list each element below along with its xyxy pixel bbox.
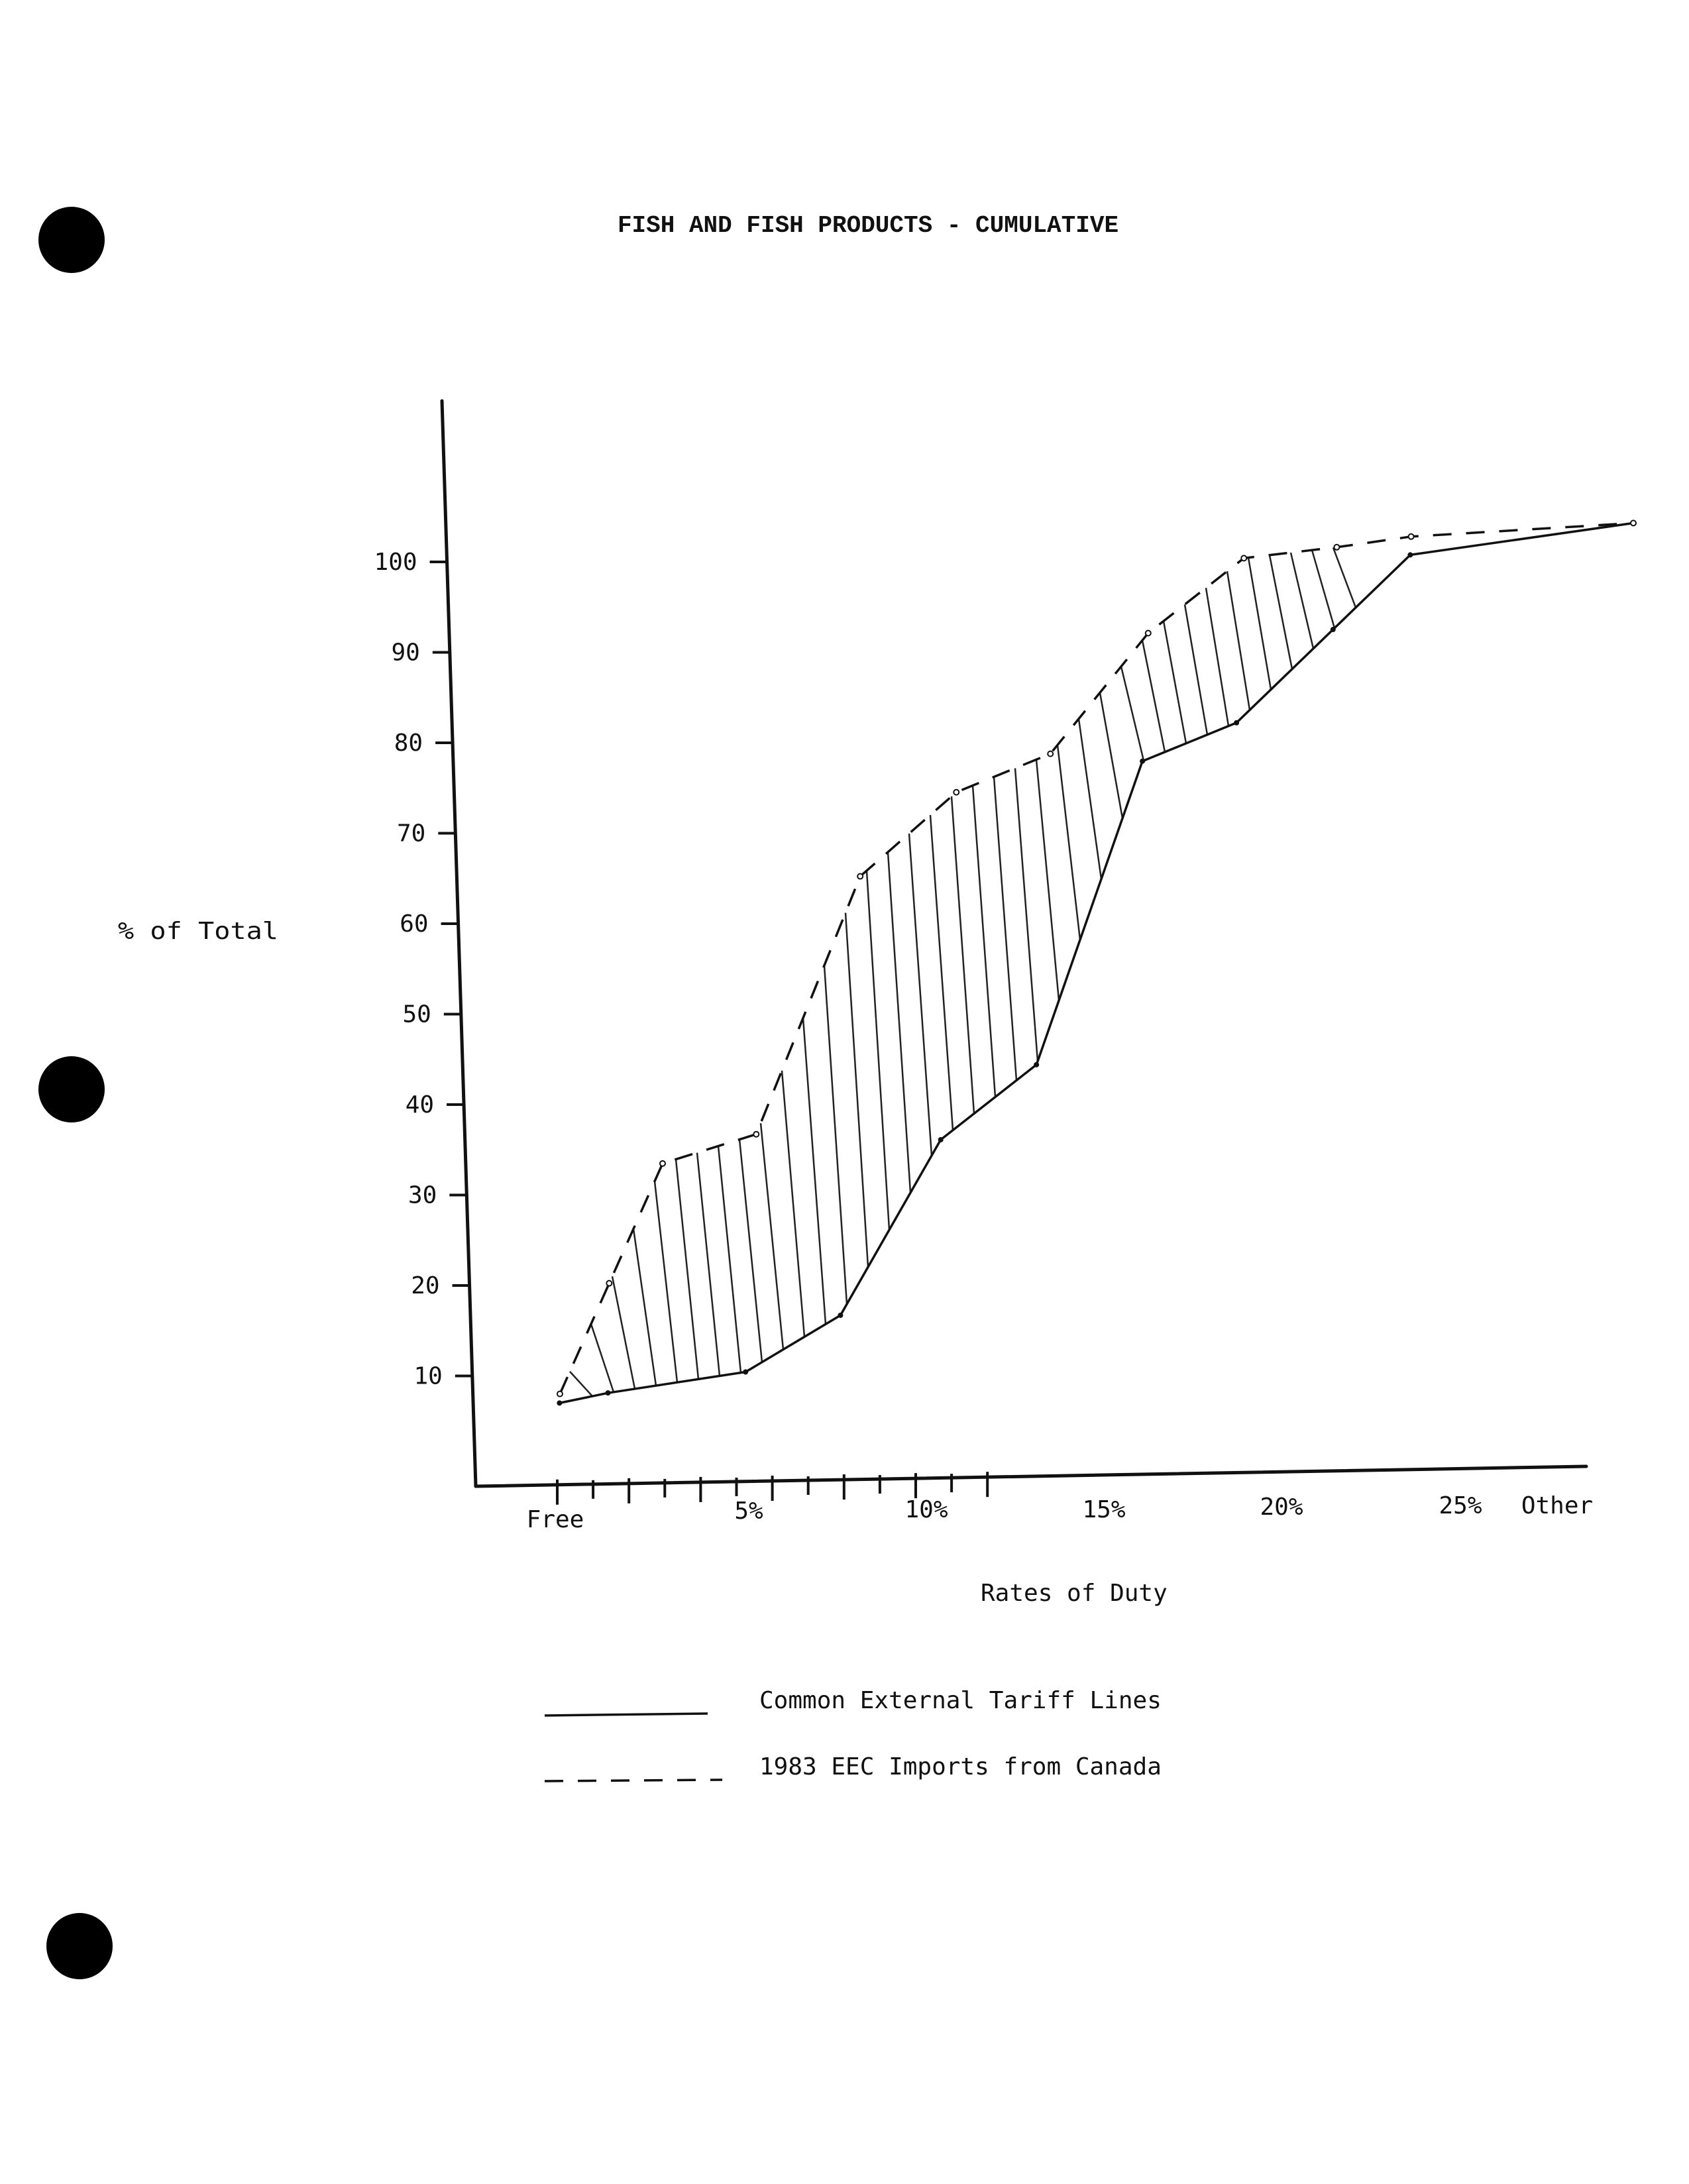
hatch-line-15: [888, 852, 910, 1193]
hatch-line-5: [676, 1160, 698, 1380]
hatch-line-0: [570, 1372, 592, 1396]
x-tick-label-5: 25%: [1439, 1492, 1482, 1519]
hatch-line-24: [1079, 719, 1101, 879]
y-tick-label-70: 70: [396, 820, 426, 847]
hatch-line-29: [1185, 604, 1207, 734]
hatch-line-20: [994, 777, 1016, 1080]
hatch-line-28: [1164, 621, 1186, 743]
series-2-point-6: [1048, 751, 1053, 757]
y-tick-label-100: 100: [374, 549, 417, 576]
y-tick-label-40: 40: [405, 1091, 435, 1119]
legend-label-solid: Common External Tariff Lines: [759, 1687, 1162, 1714]
y-axis: [442, 401, 476, 1486]
hatch-line-12: [824, 965, 847, 1304]
series-1-point-7: [1234, 721, 1238, 725]
hatch-line-30: [1206, 588, 1228, 726]
x-tick-label-6: Other: [1521, 1492, 1594, 1519]
legend: [545, 1687, 1162, 1781]
hatch-line-36: [1333, 547, 1356, 608]
hatching: [570, 547, 1356, 1396]
x-tick-label-4: 20%: [1260, 1494, 1303, 1521]
series-2-point-7: [1146, 631, 1151, 636]
series-1-point-0: [557, 1401, 561, 1405]
x-tick-labels: [527, 1492, 1594, 1533]
hatch-line-18: [952, 796, 974, 1114]
hatch-line-31: [1227, 571, 1250, 710]
series-1-point-4: [939, 1138, 943, 1142]
series-2-point-10: [1409, 534, 1414, 539]
x-tick-label-0: Free: [526, 1506, 584, 1533]
series-2-point-11: [1631, 520, 1636, 525]
y-tick-label-30: 30: [408, 1181, 437, 1209]
hatch-line-9: [761, 1123, 783, 1349]
series-line-1: [559, 523, 1633, 1403]
series-1-point-1: [606, 1391, 610, 1395]
hatch-line-10: [782, 1071, 804, 1337]
series-1-point-9: [1408, 553, 1412, 557]
y-tick-label-50: 50: [402, 1001, 431, 1028]
series-1-point-8: [1331, 628, 1335, 631]
hatch-line-7: [718, 1146, 741, 1373]
series-line-2: [560, 523, 1633, 1393]
hatch-line-34: [1291, 553, 1313, 649]
chart-title: FISH AND FISH PRODUCTS - CUMULATIVE: [617, 212, 1119, 239]
y-axis-label: % of Total: [118, 918, 278, 945]
hatch-line-21: [1015, 768, 1038, 1061]
legend-solid-line-swatch: [545, 1714, 708, 1716]
y-tick-label-10: 10: [413, 1362, 443, 1390]
x-axis-label: Rates of Duty: [981, 1580, 1168, 1607]
series-2-point-4: [857, 874, 863, 879]
hatch-line-19: [973, 786, 995, 1097]
hatch-line-11: [803, 1018, 826, 1324]
series-1-point-5: [1034, 1063, 1038, 1067]
series: [557, 520, 1636, 1405]
x-tick-label-3: 15%: [1082, 1496, 1126, 1523]
series-2-point-2: [660, 1161, 665, 1166]
x-tick-label-1: 5%: [734, 1498, 763, 1525]
y-tick-label-20: 20: [411, 1272, 440, 1299]
hatch-line-6: [697, 1153, 720, 1376]
punch-hole-bottom: [46, 1913, 113, 1979]
hatch-line-1: [591, 1324, 614, 1392]
hatch-line-22: [1036, 759, 1059, 1001]
hatch-line-8: [739, 1140, 762, 1362]
hatch-line-33: [1270, 555, 1292, 669]
x-axis: [476, 1466, 1586, 1486]
series-2-point-0: [557, 1392, 563, 1397]
hatch-line-3: [633, 1228, 656, 1386]
series-2-point-3: [753, 1132, 759, 1137]
series-2-point-8: [1241, 555, 1246, 561]
series-2-point-5: [953, 790, 959, 795]
series-2-point-1: [606, 1281, 612, 1286]
y-tick-label-60: 60: [400, 910, 429, 938]
y-tick-label-90: 90: [391, 639, 420, 667]
hatch-line-26: [1121, 667, 1144, 761]
series-1-point-6: [1140, 759, 1144, 763]
punch-hole-top: [38, 207, 105, 273]
hatch-line-2: [612, 1276, 635, 1389]
legend-dashed-line-swatch: [545, 1780, 722, 1781]
hatch-line-17: [930, 815, 953, 1130]
hatch-line-35: [1312, 550, 1335, 628]
hatch-line-27: [1142, 640, 1165, 752]
y-tick-labels: [374, 549, 443, 1390]
hatch-line-13: [845, 913, 868, 1268]
y-tick-label-80: 80: [394, 730, 423, 757]
ticks: [430, 562, 988, 1505]
hatch-line-23: [1058, 745, 1080, 940]
hatch-line-32: [1248, 558, 1271, 690]
series-2-point-9: [1334, 545, 1339, 550]
hatch-line-16: [909, 834, 932, 1156]
legend-label-dashed: 1983 EEC Imports from Canada: [759, 1753, 1162, 1780]
hatch-line-14: [867, 871, 889, 1230]
series-1-point-3: [838, 1313, 842, 1317]
x-tick-label-2: 10%: [904, 1496, 948, 1523]
hatch-line-25: [1100, 692, 1122, 818]
hatch-line-4: [655, 1181, 677, 1383]
punch-hole-middle: [38, 1056, 105, 1122]
series-1-point-2: [743, 1370, 747, 1374]
